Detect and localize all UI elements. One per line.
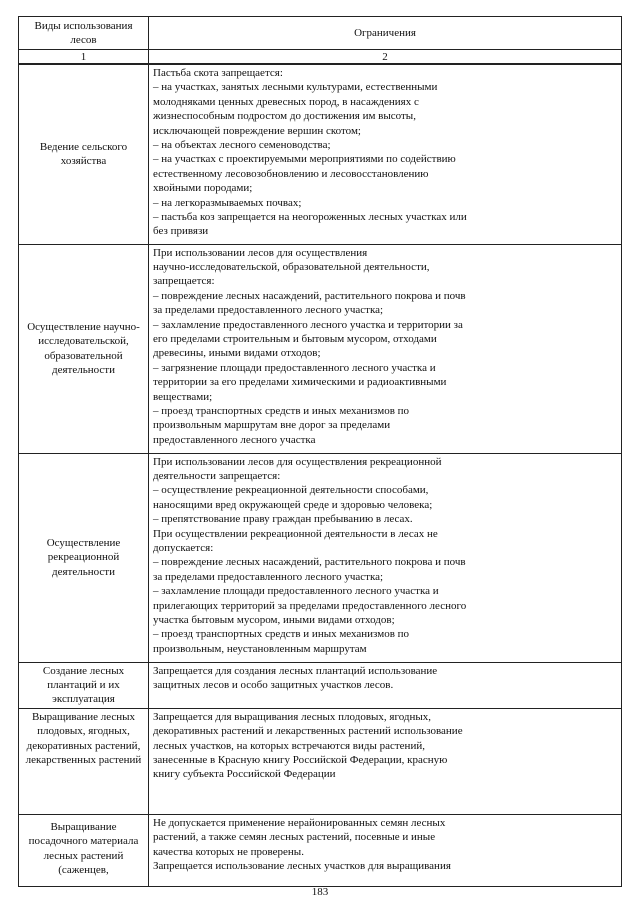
header-restrictions: Ограничения	[149, 17, 622, 50]
restriction-cell	[149, 453, 622, 662]
restriction-cell	[149, 64, 622, 244]
restriction-line: – захламление площади предоставленного лесного участка и	[153, 585, 439, 598]
usage-type-cell: Ведение сельского хозяйства	[19, 64, 149, 244]
restriction-line: – проезд транспортных средств и иных механизмов по	[153, 628, 410, 641]
restriction-line: защитных лесов и особо защитных участков лесов.	[153, 678, 394, 691]
restriction-line: – повреждение лесных насаждений, растительного покрова и почв	[153, 289, 466, 302]
restriction-line: лесных участков, на которых встречаются виды растений,	[153, 739, 425, 752]
table-row	[19, 64, 622, 244]
restriction-line: предоставленного лесного участка	[153, 433, 316, 446]
restriction-line: декоративных растений и лекарственных растений использование	[153, 725, 463, 738]
restriction-line: Запрещается для выращивания лесных плодовых, ягодных,	[153, 710, 432, 723]
restriction-line: территории за его пределами химическими и радиоактивными	[153, 376, 447, 389]
restriction-line: – загрязнение площади предоставленного лесного участка и	[153, 361, 436, 374]
table-row	[19, 662, 622, 708]
usage-type-cell: Создание лесных плантаций и их эксплуатация	[19, 662, 149, 708]
restriction-line: – повреждение лесных насаждений, растительного покрова и почв	[153, 556, 466, 569]
table-row	[19, 453, 622, 662]
restriction-line: запрещается:	[153, 275, 215, 288]
column-number-2: 2	[149, 50, 622, 65]
restriction-line: При использовании лесов для осуществления	[153, 246, 368, 259]
column-number-1: 1	[19, 50, 149, 65]
restriction-line: Не допускается применение нерайонированных семян лесных	[153, 816, 446, 829]
table-row	[19, 814, 622, 886]
restriction-line: произвольным маршрутам вне дорог за пределами	[153, 419, 391, 432]
table-header-row	[19, 17, 622, 50]
restriction-line: наносящими вред окружающей среде и здоровью человека;	[153, 498, 433, 511]
usage-type-cell: Осуществление научно-исследовательской, образовательной деятельности	[19, 244, 149, 453]
usage-type-cell: Выращивание лесных плодовых, ягодных, декоративных растений, лекарственных растений	[19, 708, 149, 814]
restriction-line: При использовании лесов для осуществления рекреационной	[153, 455, 442, 468]
page-number: 183	[311, 886, 329, 898]
restriction-line: Запрещается для создания лесных плантаций использование	[153, 664, 438, 677]
restriction-line: за пределами предоставленного лесного участка;	[153, 570, 384, 583]
restriction-line: его пределами строительным и бытовым мусором, отходами	[153, 332, 437, 345]
restriction-line: Пастьба скота запрещается:	[153, 67, 283, 79]
restriction-line: – пастьба коз запрещается на неогороженных лесных участках или	[153, 211, 467, 224]
restriction-line: растений, а также семян лесных растений, посевные и иные	[153, 831, 436, 844]
restriction-line: участка бытовым мусором, иными видами отходов;	[153, 613, 395, 626]
restriction-line: научно-исследовательской, образовательной деятельности,	[153, 260, 430, 273]
restriction-line: молодняками ценных древесных пород, в насаждениях с	[153, 95, 419, 108]
restriction-line: – препятствование праву граждан пребыванию в лесах.	[153, 513, 413, 526]
table-row	[19, 708, 622, 814]
restriction-line: – на легкоразмываемых почвах;	[153, 196, 302, 209]
restriction-line: веществами;	[153, 390, 213, 403]
restriction-line: произвольным, неустановленным маршрутам	[153, 642, 367, 655]
restriction-line: допускается:	[153, 541, 214, 554]
restriction-line: – захламление предоставленного лесного участка и территории за	[153, 318, 463, 331]
restriction-line: При осуществлении рекреационной деятельности в лесах не	[153, 527, 438, 540]
restriction-line: занесенные в Красную книгу Российской Федерации, красную	[153, 753, 448, 766]
usage-type-cell: Осуществление рекреационной деятельности	[19, 453, 149, 662]
restriction-line: деятельности запрещается:	[153, 469, 281, 482]
restriction-line: качества которых не проверены.	[153, 845, 304, 858]
restriction-line: – на участках с проектируемыми мероприятиями по содействию	[153, 153, 456, 166]
restriction-line: естественному лесовозобновлению и лесовосстановлению	[153, 167, 429, 180]
restrictions-table	[18, 16, 622, 887]
restriction-cell	[149, 814, 622, 886]
usage-type-cell: Выращивание посадочного материала лесных растений (саженцев,	[19, 814, 149, 886]
restriction-cell	[149, 708, 622, 814]
restriction-line: древесины, иными видами отходов;	[153, 347, 321, 360]
restriction-cell	[149, 244, 622, 453]
restriction-line: за пределами предоставленного лесного участка;	[153, 304, 384, 317]
column-number-row	[19, 50, 622, 65]
restriction-line: прилегающих территорий за пределами предоставленного лесного	[153, 599, 467, 612]
restriction-line: исключающей повреждение вершин скотом;	[153, 124, 361, 137]
restriction-line: – на объектах лесного семеноводства;	[153, 139, 331, 152]
table-row	[19, 244, 622, 453]
restriction-line: без привязи	[153, 225, 209, 238]
restriction-line: – осуществление рекреационной деятельности способами,	[153, 484, 429, 497]
restriction-line: – проезд транспортных средств и иных механизмов по	[153, 404, 410, 417]
restriction-cell	[149, 662, 622, 708]
restriction-line: Запрещается использование лесных участков для выращивания	[153, 859, 451, 872]
restriction-line: книгу субъекта Российской Федерации	[153, 768, 336, 781]
header-usage-types: Виды использования лесов	[19, 17, 149, 50]
restriction-line: жизнеспособным подростом до достижения им высоты,	[153, 110, 416, 123]
restriction-line: хвойными породами;	[153, 182, 253, 195]
restriction-line: – на участках, занятых лесными культурами, естественными	[153, 81, 438, 94]
